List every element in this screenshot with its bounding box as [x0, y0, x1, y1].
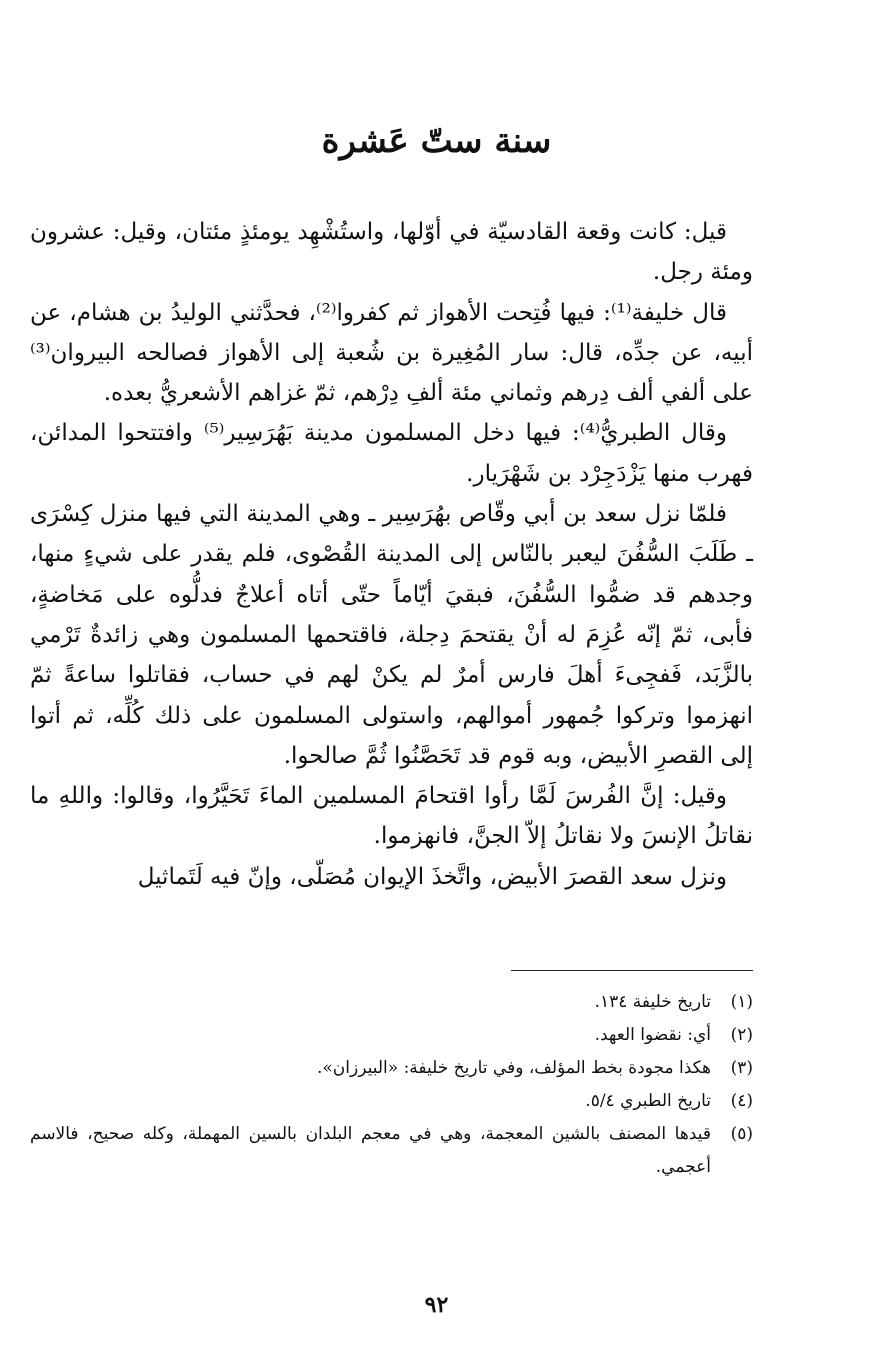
paragraph: فلمّا نزل سعد بن أبي وقّاص بهُرَسِير ـ وهي المدينة التي فيها منزل كِسْرَى ـ طَلَبَ السُّفُنَ ليعبر بالنّاس إلى المدينة القُصْوى، فلم يقدر على شيءٍ منها، وجدهم قد ضمُّوا السُّفُنَ، فبقيَ أيّاماً حتّى أتاه أعلاجٌ فدلُّوه على مَخاضةٍ، فأبى، ثمّ إنّه عُزِمَ له أنْ يقتحمَ دِجلة، فاقتحمها المسلمون وهي زائدةٌ تَرْمي بالزَّبَد، فَفجِىءَ أهلَ فارس أمرٌ لم يكنْ لهم في حساب، فقاتلوا ساعةً ثمّ انهزموا وتركوا جُمهور أموالهم، واستولى المسلمون على ذلك كُلِّه، ثم أتوا إلى القصرِ الأبيض، وبه قوم قد تَحَصَّنُوا ثُمَّ صالحوا. — [30, 501, 753, 769]
paragraph: ونزل سعد القصرَ الأبيض، واتَّخذَ الإيوان مُصَلّى، وإنّ فيه لَتَماثيل — [137, 863, 727, 890]
paragraph: قيل: كانت وقعة القادسيّة في أوّلها، واستُشْهِد يومئذٍ مئتان، وقيل: عشرون ومئة رجل. — [30, 219, 753, 286]
footnote-number: (٥) — [730, 1124, 753, 1144]
footnote-number: (١) — [730, 992, 753, 1012]
chapter-title: سنة ستّ عَشرة — [321, 121, 552, 161]
footnote-text: أي: نقضوا العهد. — [594, 1025, 711, 1045]
paragraph: وقيل: إنَّ الفُرسَ لَمَّا رأوا اقتحامَ المسلمين الماءَ تَحَيَّرُوا، وقالوا: واللهِ ما نقاتلُ الإنسَ ولا نقاتلُ إلاّ الجنَّ، فانهزموا. — [30, 783, 753, 850]
footnote-text: تاريخ الطبري ٥/٤. — [585, 1091, 711, 1111]
paragraph: قال خليفة⁽¹⁾: فيها فُتِحت الأهواز ثم كفروا⁽²⁾، فحدَّثني الوليدُ بن هشام، عن أبيه، عن جدِّه، قال: سار المُغِيرة بن شُعبة إلى الأهواز فصالحه البيروان⁽³⁾ على ألفي ألف دِرهم وثماني مئة ألفِ دِرْهم، ثمّ غزاهم الأشعريُّ بعده. — [30, 299, 753, 407]
footnote-number: (٢) — [730, 1025, 753, 1045]
footnote-number: (٣) — [730, 1058, 753, 1078]
footnote — [30, 1118, 753, 1184]
footnote — [30, 1085, 753, 1118]
footnote — [30, 1052, 753, 1085]
footnote-separator — [511, 970, 753, 971]
footnote — [30, 1019, 753, 1052]
page-number: ٩٢ — [424, 1292, 449, 1318]
footnote-text: تاريخ خليفة ١٣٤. — [594, 992, 711, 1012]
body-text — [30, 212, 753, 897]
footnotes — [30, 986, 753, 1184]
footnote-text: هكذا مجودة بخط المؤلف، وفي تاريخ خليفة: «البيرزان». — [317, 1058, 711, 1078]
footnote-text: قيدها المصنف بالشين المعجمة، وهي في معجم البلدان بالسين المهملة، وكله صحيح، فالاسم أعجمي. — [30, 1124, 711, 1177]
paragraph: وقال الطبريُّ⁽⁴⁾: فيها دخل المسلمون مدينة بَهُرَسِير⁽⁵⁾ وافتتحوا المدائن، فهرب منها يَزْدَجِرْد بن شَهْرَيار. — [30, 420, 753, 487]
footnote-number: (٤) — [730, 1091, 753, 1111]
footnote — [30, 986, 753, 1019]
